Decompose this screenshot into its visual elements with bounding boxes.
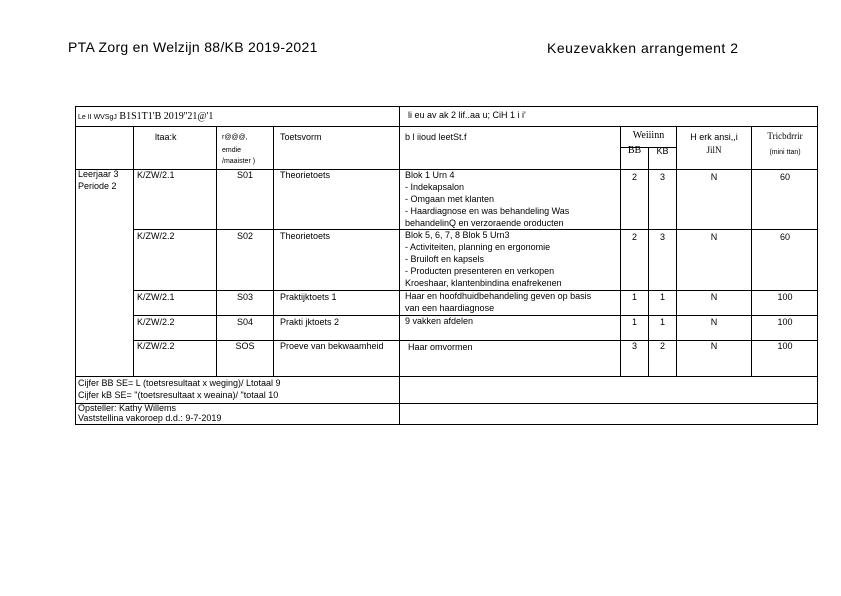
row-stof-line: van een haardiagnose: [405, 303, 495, 313]
cijfer-bb-formula: Cijfer BB SE= L (toetsresultaat x weging)/ Ltotaal 9: [78, 378, 281, 388]
header-tijd-line2: (mini ttan): [769, 149, 801, 156]
row-stof-line: - Activiteiten, planning en ergonomie: [405, 242, 551, 252]
periode-label: Periode 2: [78, 181, 117, 191]
header-herkans-line2: JilN: [706, 145, 722, 155]
row-herkansing: N: [710, 341, 718, 351]
row-code: S02: [236, 231, 253, 241]
row-stof-line: 9 vakken afdelen: [405, 316, 474, 326]
row-weging-kb: 3: [659, 232, 665, 242]
row-weging-kb: 1: [659, 317, 665, 327]
top-left-small: Le II WVSgJ: [78, 114, 117, 121]
column-line-tijd: [751, 126, 752, 376]
row-period: K/ZW/2.2: [137, 317, 175, 327]
row-period: K/ZW/2.1: [137, 292, 175, 302]
row-divider: [133, 315, 818, 316]
row-weging-bb: 2: [631, 232, 637, 242]
row-toetsvorm: Proeve van bekwaamheid: [280, 341, 384, 351]
column-line-code: [216, 126, 217, 376]
header-code-line1: r@@@,: [222, 134, 248, 141]
row-period: K/ZW/2.1: [137, 170, 175, 180]
row-weging-bb: 1: [631, 317, 637, 327]
header-divider: [75, 126, 818, 127]
document-title: PTA Zorg en Welzijn 88/KB 2019-2021: [68, 39, 318, 55]
header-period: ltaa:k: [155, 132, 177, 142]
row-weging-bb: 2: [631, 172, 637, 182]
column-line-weging: [620, 126, 621, 376]
header-code-line2: emdie: [222, 147, 242, 154]
row-code: SOS: [235, 341, 255, 351]
top-left-header: [78, 111, 213, 124]
row-period: K/ZW/2.2: [137, 341, 175, 351]
row-herkansing: N: [710, 232, 718, 242]
row-toetsvorm: Prakti jktoets 2: [280, 317, 340, 327]
row-tijd: 100: [777, 341, 793, 351]
header-stof: b l iioud leetSt.f: [405, 132, 467, 142]
top-right-header: li eu av ak 2 lif..aa u; CiH 1 i i': [408, 110, 526, 120]
row-tijd: 100: [777, 317, 793, 327]
row-stof-line: behandelinQ en verzoraende oroducten: [405, 218, 564, 228]
row-stof-line: Blok 1 Urn 4: [405, 170, 455, 180]
header-weging: Weiiinn: [632, 130, 665, 141]
row-weging-kb: 1: [659, 292, 665, 302]
leerjaar-label: Leerjaar 3: [78, 169, 119, 179]
row-weging-bb: 1: [631, 292, 637, 302]
arrangement-title: Keuzevakken arrangement 2: [547, 40, 739, 56]
row-stof-line: Blok 5, 6, 7, 8 Blok 5 Urn3: [405, 230, 510, 240]
cijfer-divider: [75, 403, 818, 404]
row-herkansing: N: [710, 292, 718, 302]
row-weging-bb: 3: [631, 341, 637, 351]
column-line-stof: [399, 106, 400, 425]
column-line-herkansing: [676, 126, 677, 376]
cijfer-kb-formula: Cijfer kB SE= "(toetsresultaat x weaina)/ "totaal 10: [78, 390, 279, 400]
row-tijd: 100: [777, 292, 793, 302]
row-tijd: 60: [779, 172, 790, 182]
row-stof-line: - Indekapsalon: [405, 182, 465, 192]
header-tijd-line1: Tricbdrrir: [767, 131, 803, 141]
column-line-toetsvorm: [273, 126, 274, 376]
row-toetsvorm: Theorietoets: [280, 170, 331, 180]
row-code: S03: [236, 292, 253, 302]
row-code: S01: [236, 170, 253, 180]
pta-table: [75, 106, 818, 425]
vaststelling-date: Vaststellina vakoroep d.d.: 9-7-2019: [78, 413, 222, 423]
row-herkansing: N: [710, 172, 718, 182]
header-kb: KB: [656, 146, 669, 156]
header-code-line3: /maaister ): [222, 158, 256, 165]
row-period: K/ZW/2.2: [137, 231, 175, 241]
row-stof-line: - Producten presenteren en verkopen: [405, 266, 555, 276]
row-weging-kb: 2: [659, 341, 665, 351]
row-tijd: 60: [779, 232, 790, 242]
rows-end-divider: [75, 376, 818, 377]
opsteller: Opsteller: Kathy Willems: [78, 403, 177, 413]
column-line-period: [133, 126, 134, 376]
top-left-main: B1S1T1'B 2019''21@'1: [119, 111, 214, 122]
table-border-top: [75, 106, 818, 107]
row-toetsvorm: Praktijktoets 1: [280, 292, 337, 302]
row-code: S04: [236, 317, 253, 327]
row-herkansing: N: [710, 317, 718, 327]
row-stof-line: Haar omvormen: [408, 342, 473, 352]
row-weging-kb: 3: [659, 172, 665, 182]
row-stof-line: - Omgaan met klanten: [405, 194, 495, 204]
table-border-left: [75, 106, 76, 425]
row-stof-line: - Haardiagnose en was behandeling Was: [405, 206, 570, 216]
header-bb: BB: [627, 145, 642, 156]
row-toetsvorm: Theorietoets: [280, 231, 331, 241]
row-stof-line: Kroeshaar, klantenbindina enafrekenen: [405, 278, 562, 288]
header-toetsvorm: Toetsvorm: [280, 132, 322, 142]
header-herkans-line1: H erk ansi,,i: [690, 132, 738, 142]
row-stof-line: - Bruiloft en kapsels: [405, 254, 485, 264]
row-stof-line: Haar en hoofdhuidbehandeling geven op basis: [405, 291, 592, 301]
